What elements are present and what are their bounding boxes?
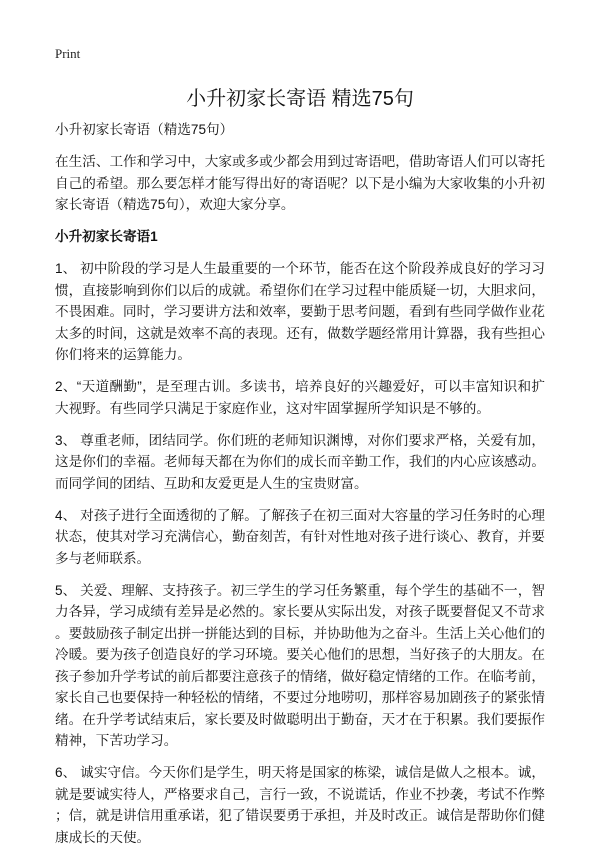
text-line: 自己的希望。那么要怎样才能写得出好的寄语呢？以下是小编为大家收集的小升初 — [55, 175, 545, 191]
text-line: 2、“天道酬勤”，是至理古训。多读书，培养良好的兴趣爱好，可以丰富知识和扩 — [55, 379, 545, 394]
text-line: 你们将来的运算能力。 — [55, 347, 191, 362]
text-line: 3、 尊重老师，团结同学。你们班的老师知识渊博，对你们要求严格，关爱有加， — [55, 432, 545, 448]
text-line: 就是要诚实待人，严格要求自己，言行一致，不说谎话，作业不抄袭，考试不作弊 — [55, 786, 545, 802]
paragraph-4 — [55, 505, 545, 570]
text-line: 家长自己也要保持一种轻松的情绪，不要过分地唠叨，那样容易加剧孩子的紧张情 — [55, 690, 545, 705]
text-line: 不畏困难。同时，学习要讲方法和效率，要勤于思考问题，看到有些同学做作业花 — [55, 304, 545, 319]
text-line: 康成长的天使。 — [55, 829, 151, 845]
text-line: 6、 诚实守信。今天你们是学生，明天将是国家的栋梁，诚信是做人之根本。诚， — [55, 765, 545, 780]
paragraph-list — [55, 258, 545, 848]
subtitle — [55, 119, 545, 141]
text-line: 绪。在升学考试结束后，家长要及时做聪明出于勤奋，天才在于积累。我们要振作 — [55, 711, 545, 727]
text-line: 家长寄语（精选75句），欢迎大家分享。 — [55, 197, 295, 212]
paragraph-5 — [55, 580, 545, 752]
intro-paragraph — [55, 151, 545, 216]
text-line: 在生活、工作和学习中，大家或多或少都会用到过寄语吧，借助寄语人们可以寄托 — [55, 154, 545, 169]
text-line: 5、 关爱、理解、支持孩子。初三学生的学习任务繁重，每个学生的基础不一，智 — [55, 582, 545, 598]
text-line: 大视野。有些同学只满足于家庭作业，这对牢固掌握所学知识是不够的。 — [55, 400, 490, 416]
section-heading: 小升初家长寄语1 — [55, 229, 158, 244]
text-line: 力各异，学习成绩有差异是必然的。家长要从实际出发，对孩子既要督促又不苛求 — [55, 604, 545, 619]
text-line: 4、 对孩子进行全面透彻的了解。了解孩子在初三面对大容量的学习任务时的心理 — [55, 507, 545, 523]
print-link[interactable]: Print — [55, 46, 81, 61]
text-line: 。要鼓励孩子制定出拼一拼能达到的目标，并协助他为之奋斗。生活上关心他们的 — [55, 625, 545, 641]
text-line: 太多的时间，这就是效率不高的表现。还有，做数学题经常用计算器，我有些担心 — [55, 325, 545, 341]
text-line: 状态，使其对学习充满信心，勤奋刻苦，有针对性地对孩子进行谈心、教育，并要 — [55, 529, 545, 544]
text-line: 孩子参加升学考试的前后都要注意孩子的情绪，做好稳定情绪的工作。在临考前， — [55, 668, 545, 684]
paragraph-2 — [55, 376, 545, 419]
text-line: 冷暖。要为孩子创造良好的学习环境。要关心他们的思想，当好孩子的大朋友。在 — [55, 647, 545, 662]
text-line: 而同学间的团结、互助和友爱更是人生的宝贵财富。 — [55, 475, 368, 491]
paragraph-1 — [55, 258, 545, 366]
article-body — [55, 119, 545, 859]
page-title: 小升初家长寄语 精选75句 — [186, 88, 414, 110]
text-line: 惯，直接影响到你们以后的成就。希望你们在学习过程中能质疑一切，大胆求问， — [55, 282, 545, 298]
text-line: 1、 初中阶段的学习是人生最重要的一个环节，能否在这个阶段养成良好的学习习 — [55, 261, 545, 276]
text-line: 精神，下苦功学习。 — [55, 733, 178, 748]
text-line: ；信，就是讲信用重承诺，犯了错误要勇于承担，并及时改正。诚信是帮助你们健 — [55, 808, 545, 823]
paragraph-6 — [55, 762, 545, 848]
paragraph-3 — [55, 430, 545, 495]
subtitle-text: 小升初家长寄语（精选75句） — [55, 122, 234, 137]
text-line: 多与老师联系。 — [55, 550, 151, 566]
text-line: 这是你们的幸福。老师每天都在为你们的成长而辛勤工作，我们的内心应该感动。 — [55, 454, 545, 469]
